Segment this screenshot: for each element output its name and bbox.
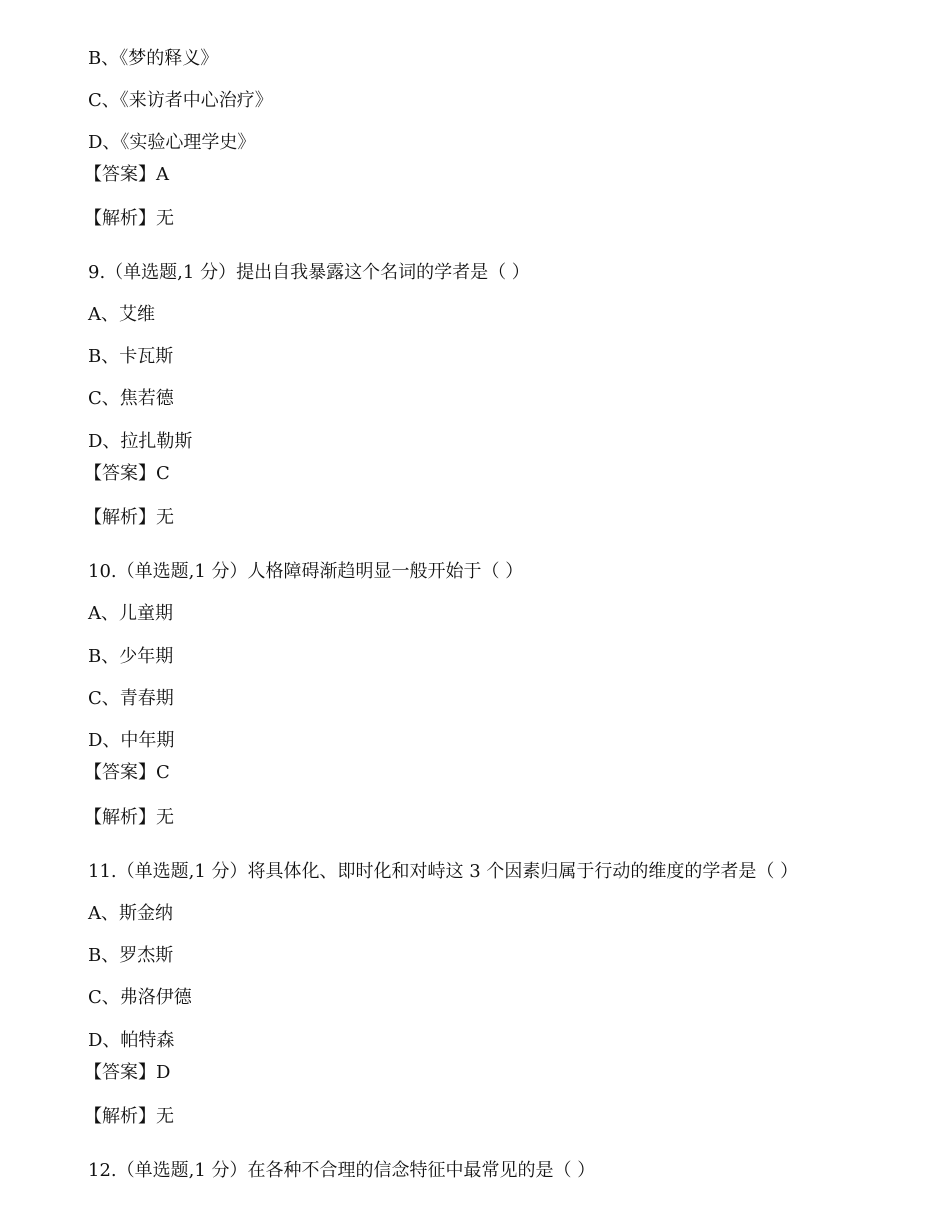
option-d: D、拉扎勒斯 [88, 431, 193, 452]
analysis-line: 【解析】无 [84, 208, 174, 229]
option-a: A、艾维 [88, 304, 155, 325]
analysis-line: 【解析】无 [84, 507, 174, 528]
option-b: B、卡瓦斯 [88, 346, 174, 367]
question-title: 9.（单选题,1 分）提出自我暴露这个名词的学者是（ ） [88, 262, 530, 283]
option-a: A、儿童期 [88, 603, 173, 624]
option-c: C、《来访者中心治疗》 [88, 90, 273, 111]
option-d: D、《实验心理学史》 [88, 132, 256, 153]
question-title: 11.（单选题,1 分）将具体化、即时化和对峙这 3 个因素归属于行动的维度的学者是（ ） [88, 861, 799, 882]
option-c: C、焦若德 [88, 388, 174, 409]
question-title: 12.（单选题,1 分）在各种不合理的信念特征中最常见的是（ ） [88, 1160, 596, 1181]
analysis-line: 【解析】无 [84, 807, 174, 828]
answer-line: 【答案】D [84, 1062, 171, 1083]
answer-line: 【答案】C [84, 762, 170, 783]
answer-line: 【答案】C [84, 463, 170, 484]
analysis-line: 【解析】无 [84, 1106, 174, 1127]
option-b: B、《梦的释义》 [88, 48, 219, 69]
option-c: C、青春期 [88, 688, 174, 709]
option-d: D、帕特森 [88, 1030, 175, 1051]
option-b: B、少年期 [88, 646, 174, 667]
option-b: B、罗杰斯 [88, 945, 174, 966]
option-a: A、斯金纳 [88, 903, 173, 924]
option-c: C、弗洛伊德 [88, 987, 192, 1008]
answer-line: 【答案】A [84, 164, 169, 185]
question-title: 10.（单选题,1 分）人格障碍渐趋明显一般开始于（ ） [88, 561, 524, 582]
option-d: D、中年期 [88, 730, 175, 751]
